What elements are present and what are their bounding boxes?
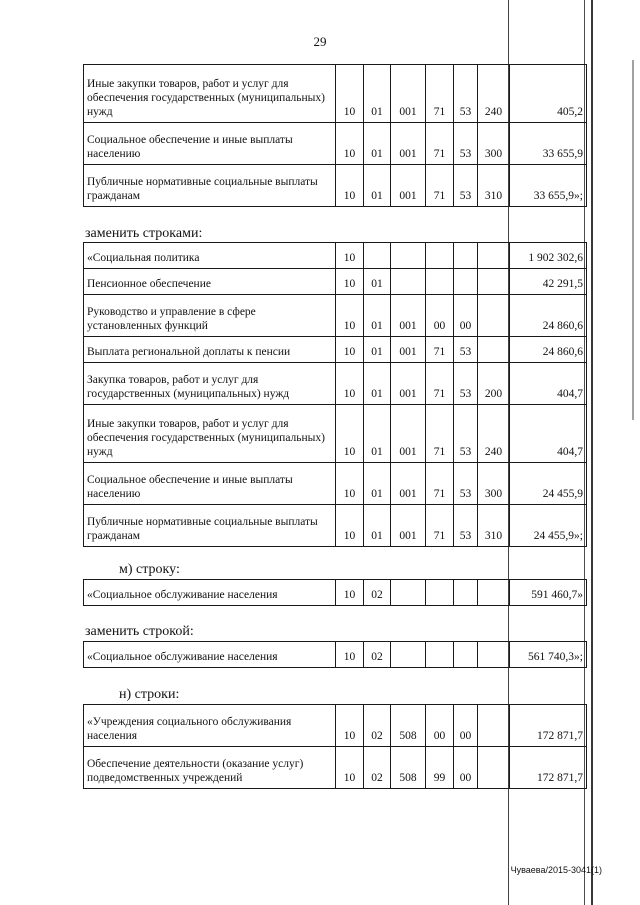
row-name: «Социальное обслуживание населения xyxy=(84,642,336,668)
row-csr-a: 001 xyxy=(391,337,426,363)
row-rz: 10 xyxy=(336,337,364,363)
row-vr: 310 xyxy=(478,505,510,547)
heading-replace-row: заменить строкой: xyxy=(85,624,194,639)
row-csr-a: 001 xyxy=(391,405,426,463)
row-sum: 172 871,7 xyxy=(510,705,587,747)
row-csr-c: 53 xyxy=(454,123,478,165)
row-pr: 01 xyxy=(364,363,391,405)
row-csr-b: 99 xyxy=(426,747,454,789)
row-rz: 10 xyxy=(336,642,364,668)
row-vr xyxy=(478,295,510,337)
row-pr xyxy=(364,243,391,269)
row-csr-c: 53 xyxy=(454,463,478,505)
row-csr-a: 001 xyxy=(391,165,426,207)
table-row xyxy=(84,123,587,165)
table-social-services-old xyxy=(83,579,587,606)
table-row xyxy=(84,463,587,505)
row-vr: 240 xyxy=(478,405,510,463)
row-sum: 33 655,9 xyxy=(510,123,587,165)
row-csr-b: 71 xyxy=(426,165,454,207)
row-csr-b: 00 xyxy=(426,295,454,337)
row-csr-c: 53 xyxy=(454,337,478,363)
row-pr: 01 xyxy=(364,165,391,207)
table-row xyxy=(84,580,587,606)
row-name: Социальное обеспечение и иные выплаты населению xyxy=(84,123,336,165)
row-pr: 01 xyxy=(364,505,391,547)
row-sum: 1 902 302,6 xyxy=(510,243,587,269)
row-csr-b xyxy=(426,580,454,606)
row-vr: 240 xyxy=(478,65,510,123)
scan-line xyxy=(508,0,509,905)
row-rz: 10 xyxy=(336,123,364,165)
heading-m-row: м) строку: xyxy=(119,562,180,577)
row-sum: 172 871,7 xyxy=(510,747,587,789)
row-csr-c: 00 xyxy=(454,747,478,789)
row-vr xyxy=(478,269,510,295)
scan-noise xyxy=(632,60,634,420)
row-name: «Социальное обслуживание населения xyxy=(84,580,336,606)
row-pr: 01 xyxy=(364,123,391,165)
row-csr-a xyxy=(391,580,426,606)
row-csr-b: 71 xyxy=(426,505,454,547)
row-sum: 24 455,9 xyxy=(510,463,587,505)
row-csr-b: 71 xyxy=(426,405,454,463)
row-csr-c: 53 xyxy=(454,405,478,463)
table-row xyxy=(84,363,587,405)
table-row xyxy=(84,269,587,295)
row-name: Социальное обеспечение и иные выплаты населению xyxy=(84,463,336,505)
scan-line xyxy=(584,0,585,905)
row-rz: 10 xyxy=(336,505,364,547)
row-rz: 10 xyxy=(336,243,364,269)
row-csr-c: 00 xyxy=(454,705,478,747)
row-rz: 10 xyxy=(336,65,364,123)
row-sum: 404,7 xyxy=(510,405,587,463)
row-csr-b: 71 xyxy=(426,337,454,363)
row-name: Руководство и управление в сфере установленных функций xyxy=(84,295,336,337)
row-vr xyxy=(478,337,510,363)
row-csr-b: 00 xyxy=(426,705,454,747)
row-name: Иные закупки товаров, работ и услуг для обеспечения государственных (муниципальных) нужд xyxy=(84,405,336,463)
table-social-services-new xyxy=(83,641,587,668)
row-vr xyxy=(478,243,510,269)
row-sum: 24 860,6 xyxy=(510,295,587,337)
row-vr xyxy=(478,580,510,606)
row-vr xyxy=(478,705,510,747)
row-rz: 10 xyxy=(336,295,364,337)
row-vr: 300 xyxy=(478,123,510,165)
row-rz: 10 xyxy=(336,463,364,505)
row-rz: 10 xyxy=(336,269,364,295)
row-vr: 310 xyxy=(478,165,510,207)
row-csr-c xyxy=(454,642,478,668)
row-csr-b: 71 xyxy=(426,363,454,405)
row-csr-c: 53 xyxy=(454,165,478,207)
page-number: 29 xyxy=(313,34,327,49)
row-name: Закупка товаров, работ и услуг для государственных (муниципальных) нужд xyxy=(84,363,336,405)
row-sum: 561 740,3»; xyxy=(510,642,587,668)
row-csr-c: 00 xyxy=(454,295,478,337)
row-sum: 33 655,9»; xyxy=(510,165,587,207)
table-institutions xyxy=(83,704,587,789)
row-pr: 02 xyxy=(364,580,391,606)
row-csr-c xyxy=(454,269,478,295)
heading-replace-rows: заменить строками: xyxy=(85,226,203,241)
row-name: Публичные нормативные социальные выплаты гражданам xyxy=(84,165,336,207)
row-name: «Социальная политика xyxy=(84,243,336,269)
table-row xyxy=(84,505,587,547)
table-row xyxy=(84,295,587,337)
row-rz: 10 xyxy=(336,363,364,405)
row-csr-a: 508 xyxy=(391,705,426,747)
row-pr: 01 xyxy=(364,269,391,295)
row-rz: 10 xyxy=(336,165,364,207)
row-name: Иные закупки товаров, работ и услуг для обеспечения государственных (муниципальных) нужд xyxy=(84,65,336,123)
row-name: Пенсионное обеспечение xyxy=(84,269,336,295)
row-pr: 01 xyxy=(364,295,391,337)
table-row xyxy=(84,705,587,747)
row-pr: 01 xyxy=(364,405,391,463)
table-row xyxy=(84,747,587,789)
row-csr-a: 001 xyxy=(391,363,426,405)
row-csr-b xyxy=(426,243,454,269)
row-pr: 02 xyxy=(364,705,391,747)
row-csr-a xyxy=(391,243,426,269)
table-budget-original xyxy=(83,64,587,207)
row-vr: 200 xyxy=(478,363,510,405)
row-csr-b xyxy=(426,642,454,668)
row-csr-a: 508 xyxy=(391,747,426,789)
row-csr-a xyxy=(391,642,426,668)
table-row xyxy=(84,642,587,668)
table-row xyxy=(84,65,587,123)
row-sum: 24 455,9»; xyxy=(510,505,587,547)
row-rz: 10 xyxy=(336,405,364,463)
row-sum: 42 291,5 xyxy=(510,269,587,295)
row-csr-c: 53 xyxy=(454,363,478,405)
row-name: Обеспечение деятельности (оказание услуг) подведомственных учреждений xyxy=(84,747,336,789)
row-pr: 02 xyxy=(364,642,391,668)
row-name: Публичные нормативные социальные выплаты гражданам xyxy=(84,505,336,547)
row-sum: 405,2 xyxy=(510,65,587,123)
row-sum: 404,7 xyxy=(510,363,587,405)
row-rz: 10 xyxy=(336,580,364,606)
row-pr: 01 xyxy=(364,65,391,123)
row-rz: 10 xyxy=(336,705,364,747)
row-csr-c: 53 xyxy=(454,505,478,547)
heading-n-rows: н) строки: xyxy=(119,687,180,702)
row-csr-a xyxy=(391,269,426,295)
row-sum: 591 460,7» xyxy=(510,580,587,606)
row-csr-b: 71 xyxy=(426,463,454,505)
document-footer: Чуваева/2015-3041(1) xyxy=(510,865,602,875)
row-pr: 01 xyxy=(364,463,391,505)
row-csr-a: 001 xyxy=(391,463,426,505)
row-csr-b xyxy=(426,269,454,295)
row-csr-c xyxy=(454,580,478,606)
table-row xyxy=(84,405,587,463)
row-pr: 01 xyxy=(364,337,391,363)
row-csr-b: 71 xyxy=(426,65,454,123)
row-vr: 300 xyxy=(478,463,510,505)
table-row xyxy=(84,165,587,207)
row-vr xyxy=(478,747,510,789)
row-csr-c xyxy=(454,243,478,269)
row-csr-a: 001 xyxy=(391,505,426,547)
row-csr-b: 71 xyxy=(426,123,454,165)
scan-line xyxy=(591,0,593,905)
row-vr xyxy=(478,642,510,668)
row-csr-a: 001 xyxy=(391,65,426,123)
row-csr-c: 53 xyxy=(454,65,478,123)
table-row xyxy=(84,243,587,269)
table-row xyxy=(84,337,587,363)
row-name: «Учреждения социального обслуживания населения xyxy=(84,705,336,747)
row-rz: 10 xyxy=(336,747,364,789)
table-budget-replacement xyxy=(83,242,587,547)
row-sum: 24 860,6 xyxy=(510,337,587,363)
row-csr-a: 001 xyxy=(391,123,426,165)
row-pr: 02 xyxy=(364,747,391,789)
row-name: Выплата региональной доплаты к пенсии xyxy=(84,337,336,363)
row-csr-a: 001 xyxy=(391,295,426,337)
